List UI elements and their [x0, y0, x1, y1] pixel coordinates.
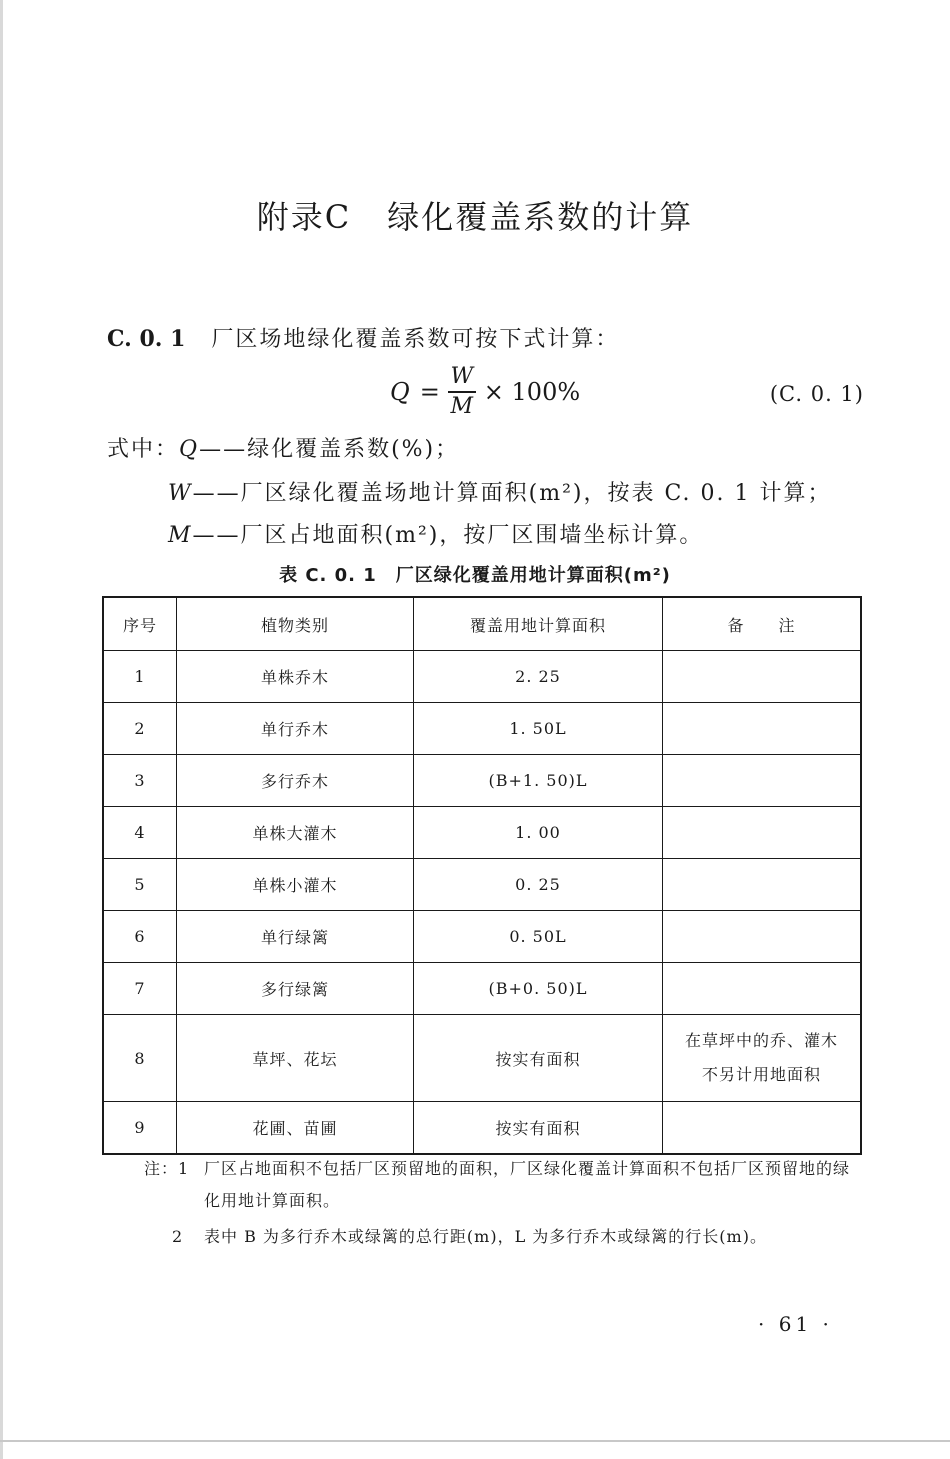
- cell-remarks: [663, 807, 862, 859]
- cell-index: 5: [103, 859, 177, 911]
- cell-remarks: [663, 963, 862, 1015]
- definition-symbol: W: [168, 481, 193, 506]
- cell-plant-type: 单株乔木: [177, 651, 414, 703]
- cell-remarks: [663, 1102, 862, 1155]
- table-row: [103, 911, 861, 963]
- definition-q: [107, 432, 459, 463]
- greening-area-table: [102, 596, 862, 1155]
- cell-plant-type: 单株大灌木: [177, 807, 414, 859]
- cell-area: 1. 50L: [414, 703, 663, 755]
- cell-remarks: [663, 1015, 862, 1102]
- note-item: [144, 1221, 864, 1253]
- definition-m: [168, 518, 703, 549]
- header-plant-type: 植物类别: [177, 597, 414, 651]
- formula-equals: =: [419, 377, 440, 406]
- cell-area: (B+0. 50)L: [414, 963, 663, 1015]
- formula: [390, 366, 580, 418]
- appendix-title: 绿化覆盖系数的计算: [387, 198, 694, 236]
- formula-fraction: [448, 366, 476, 418]
- clause-text: 厂区场地绿化覆盖系数可按下式计算：: [211, 327, 620, 352]
- cell-index: 4: [103, 807, 177, 859]
- note-item: [144, 1153, 864, 1217]
- definition-w: [168, 476, 831, 507]
- cell-plant-type: 单行乔木: [177, 703, 414, 755]
- cell-index: 1: [103, 651, 177, 703]
- table-header-row: [103, 597, 861, 651]
- table-caption: 表 C. 0. 1 厂区绿化覆盖用地计算面积(m²): [279, 565, 671, 586]
- cell-area: 1. 00: [414, 807, 663, 859]
- definition-text: ——绿化覆盖系数(%)；: [199, 437, 460, 462]
- equation-number: (C. 0. 1): [769, 382, 864, 406]
- cell-index: 6: [103, 911, 177, 963]
- definition-symbol: Q: [179, 437, 200, 462]
- definition-text: ——厂区占地面积(m²)，按厂区围墙坐标计算。: [192, 523, 704, 548]
- cell-index: 3: [103, 755, 177, 807]
- table-row: [103, 755, 861, 807]
- definition-text: ——厂区绿化覆盖场地计算面积(m²)，按表 C. 0. 1 计算；: [192, 481, 832, 506]
- cell-area: 按实有面积: [414, 1015, 663, 1102]
- note-text: 厂区占地面积不包括厂区预留地的面积，厂区绿化覆盖计算面积不包括厂区预留地的绿化用地计算面积。: [204, 1159, 851, 1210]
- cell-remarks: [663, 859, 862, 911]
- cell-plant-type: 花圃、苗圃: [177, 1102, 414, 1155]
- cell-remarks: [663, 703, 862, 755]
- cell-area: 2. 25: [414, 651, 663, 703]
- cell-plant-type: 多行乔木: [177, 755, 414, 807]
- page-number: · 61 ·: [758, 1312, 833, 1336]
- formula-lhs: Q: [390, 377, 410, 406]
- cell-index: 7: [103, 963, 177, 1015]
- cell-plant-type: 草坪、花坛: [177, 1015, 414, 1102]
- cell-area: (B+1. 50)L: [414, 755, 663, 807]
- formula-numerator: W: [450, 364, 474, 389]
- table-notes: [144, 1153, 864, 1253]
- cell-area: 按实有面积: [414, 1102, 663, 1155]
- table-row: [103, 859, 861, 911]
- header-remarks: 备 注: [663, 597, 862, 651]
- table-row: [103, 963, 861, 1015]
- cell-remarks: [663, 755, 862, 807]
- cell-plant-type: 多行绿篱: [177, 963, 414, 1015]
- cell-area: 0. 50L: [414, 911, 663, 963]
- page-title: [0, 192, 950, 238]
- definition-prefix: 式中：: [107, 437, 180, 462]
- cell-index: 9: [103, 1102, 177, 1155]
- table-row: [103, 1015, 861, 1102]
- clause: [107, 322, 619, 353]
- table-row: [103, 651, 861, 703]
- table-row: [103, 1102, 861, 1155]
- appendix-label: 附录C: [256, 198, 352, 236]
- page-bottom-edge: [0, 1440, 950, 1442]
- header-area: 覆盖用地计算面积: [414, 597, 663, 651]
- cell-remarks: [663, 911, 862, 963]
- formula-rhs: × 100%: [483, 377, 581, 406]
- note-label: 2: [172, 1227, 184, 1246]
- cell-area: 0. 25: [414, 859, 663, 911]
- cell-index: 2: [103, 703, 177, 755]
- note-label: 注：1: [144, 1159, 190, 1178]
- remarks-line-1: 在草坪中的乔、灌木: [684, 1031, 838, 1050]
- cell-plant-type: 单株小灌木: [177, 859, 414, 911]
- remarks-line-2: 不另计用地面积: [701, 1065, 821, 1084]
- header-index: 序号: [103, 597, 177, 651]
- table-row: [103, 807, 861, 859]
- cell-plant-type: 单行绿篱: [177, 911, 414, 963]
- clause-number: C. 0. 1: [107, 326, 186, 352]
- definition-symbol: M: [168, 523, 193, 548]
- cell-index: 8: [103, 1015, 177, 1102]
- cell-remarks: [663, 651, 862, 703]
- table-row: [103, 703, 861, 755]
- formula-denominator: M: [450, 393, 474, 419]
- note-text: 表中 B 为多行乔木或绿篱的总行距(m)，L 为多行乔木或绿篱的行长(m)。: [204, 1227, 767, 1246]
